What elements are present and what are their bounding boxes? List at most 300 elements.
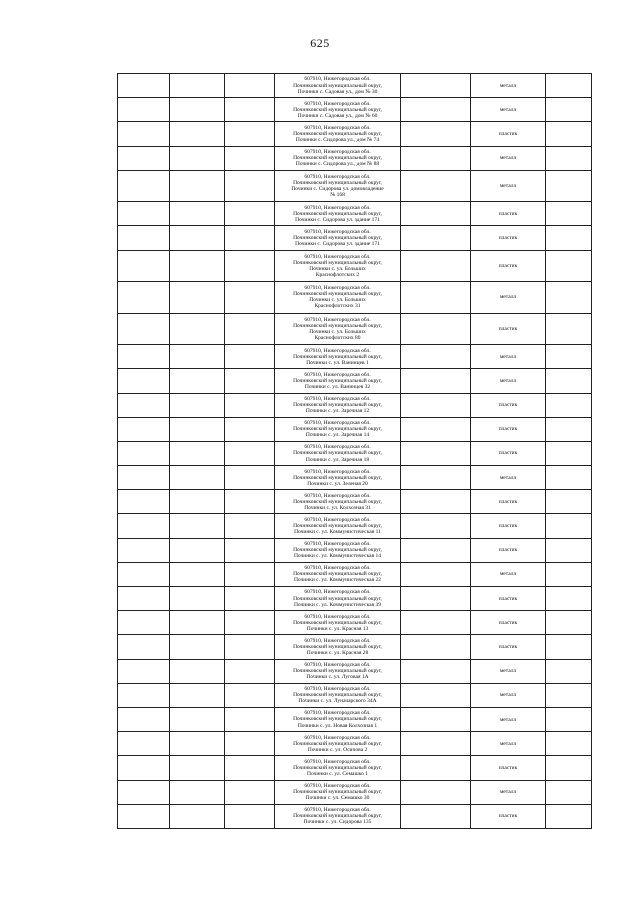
table-row bbox=[118, 250, 592, 282]
registry-table bbox=[117, 73, 592, 829]
address-line: Починковский муниципальный округ, bbox=[293, 595, 382, 602]
address-line: Починки с. ул. Заречная 18 bbox=[305, 456, 370, 463]
empty-cell bbox=[401, 282, 471, 314]
address-line: Починковский муниципальный округ, bbox=[293, 571, 382, 578]
empty-cell bbox=[225, 122, 275, 146]
empty-cell bbox=[401, 202, 471, 226]
material-cell: пластик bbox=[471, 611, 546, 635]
empty-cell bbox=[546, 490, 592, 514]
empty-cell bbox=[401, 98, 471, 122]
material-cell: пластик bbox=[471, 514, 546, 538]
empty-cell bbox=[118, 756, 170, 780]
address-line: Починки с. ул. Ванинцев 32 bbox=[304, 383, 371, 390]
empty-cell bbox=[118, 635, 170, 659]
address-cell bbox=[275, 635, 401, 659]
empty-cell bbox=[118, 780, 170, 804]
address-line: Починки с. ул. Заречная 14 bbox=[305, 432, 370, 439]
empty-cell bbox=[546, 659, 592, 683]
empty-cell bbox=[118, 202, 170, 226]
empty-cell bbox=[170, 562, 225, 586]
address-line: Починки с. ул. Зеленая 20 bbox=[307, 480, 368, 487]
table-row bbox=[118, 732, 592, 756]
material-cell: металл bbox=[471, 683, 546, 707]
table-row bbox=[118, 707, 592, 731]
address-line: 607910, Нижегородская обл. bbox=[304, 734, 371, 741]
address-line: 607910, Нижегородская обл. bbox=[304, 285, 371, 292]
empty-cell bbox=[546, 756, 592, 780]
empty-cell bbox=[118, 732, 170, 756]
empty-cell bbox=[118, 282, 170, 314]
address-cell bbox=[275, 226, 401, 250]
empty-cell bbox=[401, 756, 471, 780]
empty-cell bbox=[401, 417, 471, 441]
table-row bbox=[118, 562, 592, 586]
empty-cell bbox=[225, 780, 275, 804]
empty-cell bbox=[546, 202, 592, 226]
empty-cell bbox=[546, 707, 592, 731]
material-cell: металл bbox=[471, 732, 546, 756]
address-line: Починковский муниципальный округ, bbox=[293, 450, 382, 457]
address-line: Починковский муниципальный округ, bbox=[293, 474, 382, 481]
empty-cell bbox=[401, 732, 471, 756]
empty-cell bbox=[170, 659, 225, 683]
empty-cell bbox=[170, 490, 225, 514]
empty-cell bbox=[225, 562, 275, 586]
table-row bbox=[118, 369, 592, 393]
address-line: Починковский муниципальный округ, bbox=[293, 498, 382, 505]
empty-cell bbox=[401, 780, 471, 804]
empty-cell bbox=[401, 441, 471, 465]
address-line: Починки с. ул. Новая Колхозная 1 bbox=[297, 722, 378, 729]
table-row bbox=[118, 659, 592, 683]
material-cell: пластик bbox=[471, 393, 546, 417]
material-cell: пластик bbox=[471, 635, 546, 659]
address-line: 607910, Нижегородская обл. bbox=[304, 468, 371, 475]
address-cell bbox=[275, 98, 401, 122]
empty-cell bbox=[170, 780, 225, 804]
empty-cell bbox=[401, 538, 471, 562]
empty-cell bbox=[546, 393, 592, 417]
empty-cell bbox=[401, 707, 471, 731]
address-line: 607910, Нижегородская обл. bbox=[304, 100, 371, 107]
empty-cell bbox=[170, 538, 225, 562]
empty-cell bbox=[401, 514, 471, 538]
empty-cell bbox=[118, 466, 170, 490]
material-cell: металл bbox=[471, 780, 546, 804]
empty-cell bbox=[225, 804, 275, 828]
address-line: Починки с. Сидорова ул. здание 171 bbox=[295, 241, 380, 248]
empty-cell bbox=[118, 345, 170, 369]
address-cell bbox=[275, 683, 401, 707]
address-line: Починковский муниципальный округ, bbox=[293, 377, 382, 384]
empty-cell bbox=[170, 514, 225, 538]
address-line: 607910, Нижегородская обл. bbox=[304, 637, 371, 644]
empty-cell bbox=[401, 587, 471, 611]
empty-cell bbox=[401, 562, 471, 586]
empty-cell bbox=[225, 659, 275, 683]
table-row bbox=[118, 74, 592, 98]
empty-cell bbox=[225, 587, 275, 611]
empty-cell bbox=[225, 732, 275, 756]
empty-cell bbox=[546, 122, 592, 146]
empty-cell bbox=[225, 170, 275, 202]
address-line: Починки с. ул. Сидорова 135 bbox=[303, 819, 372, 826]
material-cell: металл bbox=[471, 659, 546, 683]
address-line: Починковский муниципальный округ, bbox=[293, 291, 382, 298]
empty-cell bbox=[225, 250, 275, 282]
address-line: 607910, Нижегородская обл. bbox=[304, 124, 371, 131]
empty-cell bbox=[170, 417, 225, 441]
address-line: 607910, Нижегородская обл. bbox=[304, 149, 371, 156]
address-line: Починки с. Сидорова ул., дом № 88 bbox=[295, 161, 380, 168]
empty-cell bbox=[225, 538, 275, 562]
material-cell: пластик bbox=[471, 122, 546, 146]
address-cell bbox=[275, 466, 401, 490]
address-line: Починковский муниципальный округ, bbox=[293, 789, 382, 796]
address-cell bbox=[275, 707, 401, 731]
empty-cell bbox=[546, 369, 592, 393]
address-line: Починковский муниципальный округ, bbox=[293, 522, 382, 529]
address-line: Починки с. ул. Больших bbox=[309, 265, 366, 272]
address-line: Починки с. Сидорова ул. домовладение bbox=[291, 186, 384, 192]
empty-cell bbox=[118, 122, 170, 146]
empty-cell bbox=[170, 441, 225, 465]
empty-cell bbox=[118, 313, 170, 345]
empty-cell bbox=[546, 732, 592, 756]
address-line: Починки с. ул. Коммунистическая 39 bbox=[293, 601, 382, 608]
table-row bbox=[118, 170, 592, 202]
empty-cell bbox=[546, 313, 592, 345]
address-line: Починковский муниципальный округ, bbox=[293, 402, 382, 409]
empty-cell bbox=[401, 490, 471, 514]
empty-cell bbox=[401, 122, 471, 146]
empty-cell bbox=[401, 466, 471, 490]
empty-cell bbox=[118, 490, 170, 514]
empty-cell bbox=[170, 393, 225, 417]
address-line: Починки с. ул. Ванинцев 1 bbox=[306, 359, 369, 366]
empty-cell bbox=[401, 611, 471, 635]
address-line: Починковский муниципальный округ, bbox=[293, 426, 382, 433]
address-cell bbox=[275, 562, 401, 586]
address-cell bbox=[275, 659, 401, 683]
empty-cell bbox=[546, 441, 592, 465]
material-cell: пластик bbox=[471, 250, 546, 282]
address-line: Починковский муниципальный округ, bbox=[293, 155, 382, 162]
address-cell bbox=[275, 587, 401, 611]
material-cell: пластик bbox=[471, 441, 546, 465]
empty-cell bbox=[118, 417, 170, 441]
empty-cell bbox=[170, 250, 225, 282]
address-line: 607910, Нижегородская обл. bbox=[304, 395, 371, 402]
empty-cell bbox=[170, 282, 225, 314]
address-line: Починковский муниципальный округ, bbox=[293, 210, 382, 217]
material-cell: металл bbox=[471, 146, 546, 170]
empty-cell bbox=[546, 466, 592, 490]
address-line: Починковский муниципальный округ, bbox=[293, 813, 382, 820]
address-line: 607910, Нижегородская обл. bbox=[304, 565, 371, 572]
address-line: Починковский муниципальный округ, bbox=[293, 547, 382, 554]
address-cell bbox=[275, 804, 401, 828]
empty-cell bbox=[170, 587, 225, 611]
empty-cell bbox=[118, 707, 170, 731]
empty-cell bbox=[170, 170, 225, 202]
empty-cell bbox=[546, 780, 592, 804]
table-row bbox=[118, 393, 592, 417]
address-line: 607910, Нижегородская обл. bbox=[304, 347, 371, 354]
address-line: Краснофлотских 31 bbox=[314, 303, 361, 310]
empty-cell bbox=[225, 635, 275, 659]
address-line: Починки с. ул. Осипова 2 bbox=[307, 746, 368, 753]
empty-cell bbox=[225, 683, 275, 707]
empty-cell bbox=[546, 282, 592, 314]
address-line: Починки с. Сидорова ул. здание 171 bbox=[295, 216, 380, 223]
address-line: Починковский муниципальный округ, bbox=[293, 130, 382, 137]
empty-cell bbox=[225, 393, 275, 417]
empty-cell bbox=[170, 369, 225, 393]
empty-cell bbox=[118, 587, 170, 611]
address-line: 607910, Нижегородская обл. bbox=[304, 541, 371, 548]
empty-cell bbox=[401, 313, 471, 345]
empty-cell bbox=[170, 804, 225, 828]
empty-cell bbox=[225, 369, 275, 393]
empty-cell bbox=[225, 345, 275, 369]
empty-cell bbox=[225, 756, 275, 780]
material-cell: металл bbox=[471, 98, 546, 122]
address-line: Починки с. ул. Красная 28 bbox=[306, 650, 369, 657]
address-cell bbox=[275, 313, 401, 345]
empty-cell bbox=[170, 756, 225, 780]
empty-cell bbox=[546, 562, 592, 586]
empty-cell bbox=[170, 611, 225, 635]
empty-cell bbox=[401, 146, 471, 170]
empty-cell bbox=[546, 611, 592, 635]
address-line: Починки с. Садовая ул., дом № 60 bbox=[297, 112, 378, 119]
empty-cell bbox=[546, 170, 592, 202]
material-cell: металл bbox=[471, 345, 546, 369]
material-cell: металл bbox=[471, 170, 546, 202]
empty-cell bbox=[225, 282, 275, 314]
address-cell bbox=[275, 250, 401, 282]
empty-cell bbox=[170, 345, 225, 369]
table-row bbox=[118, 490, 592, 514]
empty-cell bbox=[170, 683, 225, 707]
address-line: 607910, Нижегородская обл. bbox=[304, 807, 371, 814]
address-line: Починки с. ул. Заречная 12 bbox=[305, 408, 370, 415]
table-row bbox=[118, 98, 592, 122]
table-row bbox=[118, 417, 592, 441]
address-line: 607910, Нижегородская обл. bbox=[304, 516, 371, 523]
address-cell bbox=[275, 146, 401, 170]
table-row bbox=[118, 514, 592, 538]
empty-cell bbox=[546, 417, 592, 441]
address-line: Починковский муниципальный округ, bbox=[293, 106, 382, 113]
empty-cell bbox=[170, 707, 225, 731]
empty-cell bbox=[225, 707, 275, 731]
address-cell bbox=[275, 538, 401, 562]
address-line: 607910, Нижегородская обл. bbox=[304, 613, 371, 620]
address-line: 607910, Нижегородская обл. bbox=[304, 710, 371, 717]
empty-cell bbox=[225, 611, 275, 635]
address-line: Починковский муниципальный округ, bbox=[293, 764, 382, 771]
empty-cell bbox=[170, 732, 225, 756]
address-cell bbox=[275, 345, 401, 369]
empty-cell bbox=[225, 514, 275, 538]
empty-cell bbox=[225, 313, 275, 345]
empty-cell bbox=[118, 562, 170, 586]
table-row bbox=[118, 587, 592, 611]
address-cell bbox=[275, 490, 401, 514]
empty-cell bbox=[118, 611, 170, 635]
empty-cell bbox=[170, 202, 225, 226]
address-line: 607910, Нижегородская обл. bbox=[304, 253, 371, 260]
registry-table-body bbox=[118, 74, 592, 829]
address-cell bbox=[275, 282, 401, 314]
address-cell bbox=[275, 202, 401, 226]
empty-cell bbox=[546, 635, 592, 659]
table-row bbox=[118, 466, 592, 490]
address-line: Краснофлотских 80 bbox=[314, 334, 361, 341]
address-cell bbox=[275, 732, 401, 756]
address-line: 607910, Нижегородская обл. bbox=[304, 316, 371, 323]
table-row bbox=[118, 683, 592, 707]
address-line: 607910, Нижегородская обл. bbox=[304, 662, 371, 669]
empty-cell bbox=[118, 659, 170, 683]
address-line: Починки с. ул. Луговая 1А bbox=[306, 674, 369, 681]
address-cell bbox=[275, 417, 401, 441]
material-cell: металл bbox=[471, 562, 546, 586]
material-cell: пластик bbox=[471, 538, 546, 562]
table-row bbox=[118, 635, 592, 659]
table-row bbox=[118, 804, 592, 828]
address-line: Починки с. ул. Красная 13 bbox=[306, 625, 369, 632]
address-line: Починки с. ул. Колхозная 31 bbox=[304, 504, 371, 511]
material-cell: металл bbox=[471, 282, 546, 314]
empty-cell bbox=[170, 226, 225, 250]
empty-cell bbox=[401, 659, 471, 683]
empty-cell bbox=[401, 369, 471, 393]
empty-cell bbox=[546, 345, 592, 369]
empty-cell bbox=[118, 74, 170, 98]
empty-cell bbox=[170, 74, 225, 98]
table-row bbox=[118, 538, 592, 562]
empty-cell bbox=[118, 804, 170, 828]
empty-cell bbox=[225, 417, 275, 441]
empty-cell bbox=[401, 804, 471, 828]
table-row bbox=[118, 313, 592, 345]
address-line: Починки с. ул. Коммунистическая 22 bbox=[293, 577, 382, 584]
address-line: 607910, Нижегородская обл. bbox=[304, 204, 371, 211]
empty-cell bbox=[546, 514, 592, 538]
empty-cell bbox=[225, 74, 275, 98]
empty-cell bbox=[118, 250, 170, 282]
material-cell: пластик bbox=[471, 313, 546, 345]
address-line: Починковский муниципальный округ, bbox=[293, 82, 382, 89]
table-row bbox=[118, 226, 592, 250]
empty-cell bbox=[170, 466, 225, 490]
address-line: № 168 bbox=[330, 192, 345, 199]
empty-cell bbox=[401, 635, 471, 659]
address-line: Починковский муниципальный округ, bbox=[293, 179, 382, 186]
address-line: 607910, Нижегородская обл. bbox=[304, 782, 371, 789]
address-line: 607910, Нижегородская обл. bbox=[304, 686, 371, 693]
empty-cell bbox=[118, 514, 170, 538]
empty-cell bbox=[118, 683, 170, 707]
address-line: 607910, Нижегородская обл. bbox=[304, 758, 371, 765]
material-cell: пластик bbox=[471, 756, 546, 780]
empty-cell bbox=[225, 146, 275, 170]
material-cell: металл bbox=[471, 707, 546, 731]
empty-cell bbox=[546, 98, 592, 122]
address-line: Починковский муниципальный округ, bbox=[293, 668, 382, 675]
empty-cell bbox=[401, 345, 471, 369]
empty-cell bbox=[401, 683, 471, 707]
address-cell bbox=[275, 514, 401, 538]
empty-cell bbox=[118, 369, 170, 393]
address-cell bbox=[275, 170, 401, 202]
address-line: 607910, Нижегородская обл. bbox=[304, 228, 371, 235]
material-cell: металл bbox=[471, 74, 546, 98]
empty-cell bbox=[225, 98, 275, 122]
empty-cell bbox=[546, 226, 592, 250]
empty-cell bbox=[170, 122, 225, 146]
address-line: 607910, Нижегородская обл. bbox=[304, 371, 371, 378]
table-row bbox=[118, 611, 592, 635]
address-line: Починки с. ул. Больших bbox=[309, 328, 366, 335]
address-line: Починковский муниципальный округ, bbox=[293, 692, 382, 699]
material-cell: пластик bbox=[471, 804, 546, 828]
address-line: Починковский муниципальный округ, bbox=[293, 643, 382, 650]
address-line: 607910, Нижегородская обл. bbox=[304, 173, 371, 180]
empty-cell bbox=[546, 250, 592, 282]
address-line: Починковский муниципальный округ, bbox=[293, 234, 382, 241]
empty-cell bbox=[225, 226, 275, 250]
address-line: Починковский муниципальный округ, bbox=[293, 353, 382, 360]
empty-cell bbox=[118, 538, 170, 562]
address-cell bbox=[275, 756, 401, 780]
address-line: 607910, Нижегородская обл. bbox=[304, 76, 371, 83]
address-line: Починковский муниципальный округ, bbox=[293, 716, 382, 723]
empty-cell bbox=[546, 587, 592, 611]
address-cell bbox=[275, 393, 401, 417]
empty-cell bbox=[118, 170, 170, 202]
empty-cell bbox=[118, 98, 170, 122]
empty-cell bbox=[225, 202, 275, 226]
material-cell: пластик bbox=[471, 202, 546, 226]
address-cell bbox=[275, 74, 401, 98]
address-line: 607910, Нижегородская обл. bbox=[304, 444, 371, 451]
material-cell: металл bbox=[471, 466, 546, 490]
table-row bbox=[118, 345, 592, 369]
empty-cell bbox=[170, 98, 225, 122]
address-line: Починки с. ул. Коммунистическая 11 bbox=[294, 529, 381, 536]
empty-cell bbox=[401, 170, 471, 202]
empty-cell bbox=[225, 441, 275, 465]
table-row bbox=[118, 146, 592, 170]
address-line: Починковский муниципальный округ, bbox=[293, 740, 382, 747]
address-cell bbox=[275, 780, 401, 804]
empty-cell bbox=[118, 146, 170, 170]
material-cell: пластик bbox=[471, 587, 546, 611]
table-row bbox=[118, 282, 592, 314]
material-cell: пластик bbox=[471, 490, 546, 514]
empty-cell bbox=[225, 466, 275, 490]
address-cell bbox=[275, 441, 401, 465]
empty-cell bbox=[546, 804, 592, 828]
address-line: Починки с. ул. Семашко 1 bbox=[307, 770, 368, 777]
material-cell: пластик bbox=[471, 226, 546, 250]
address-line: Починковский муниципальный округ, bbox=[293, 619, 382, 626]
empty-cell bbox=[170, 635, 225, 659]
